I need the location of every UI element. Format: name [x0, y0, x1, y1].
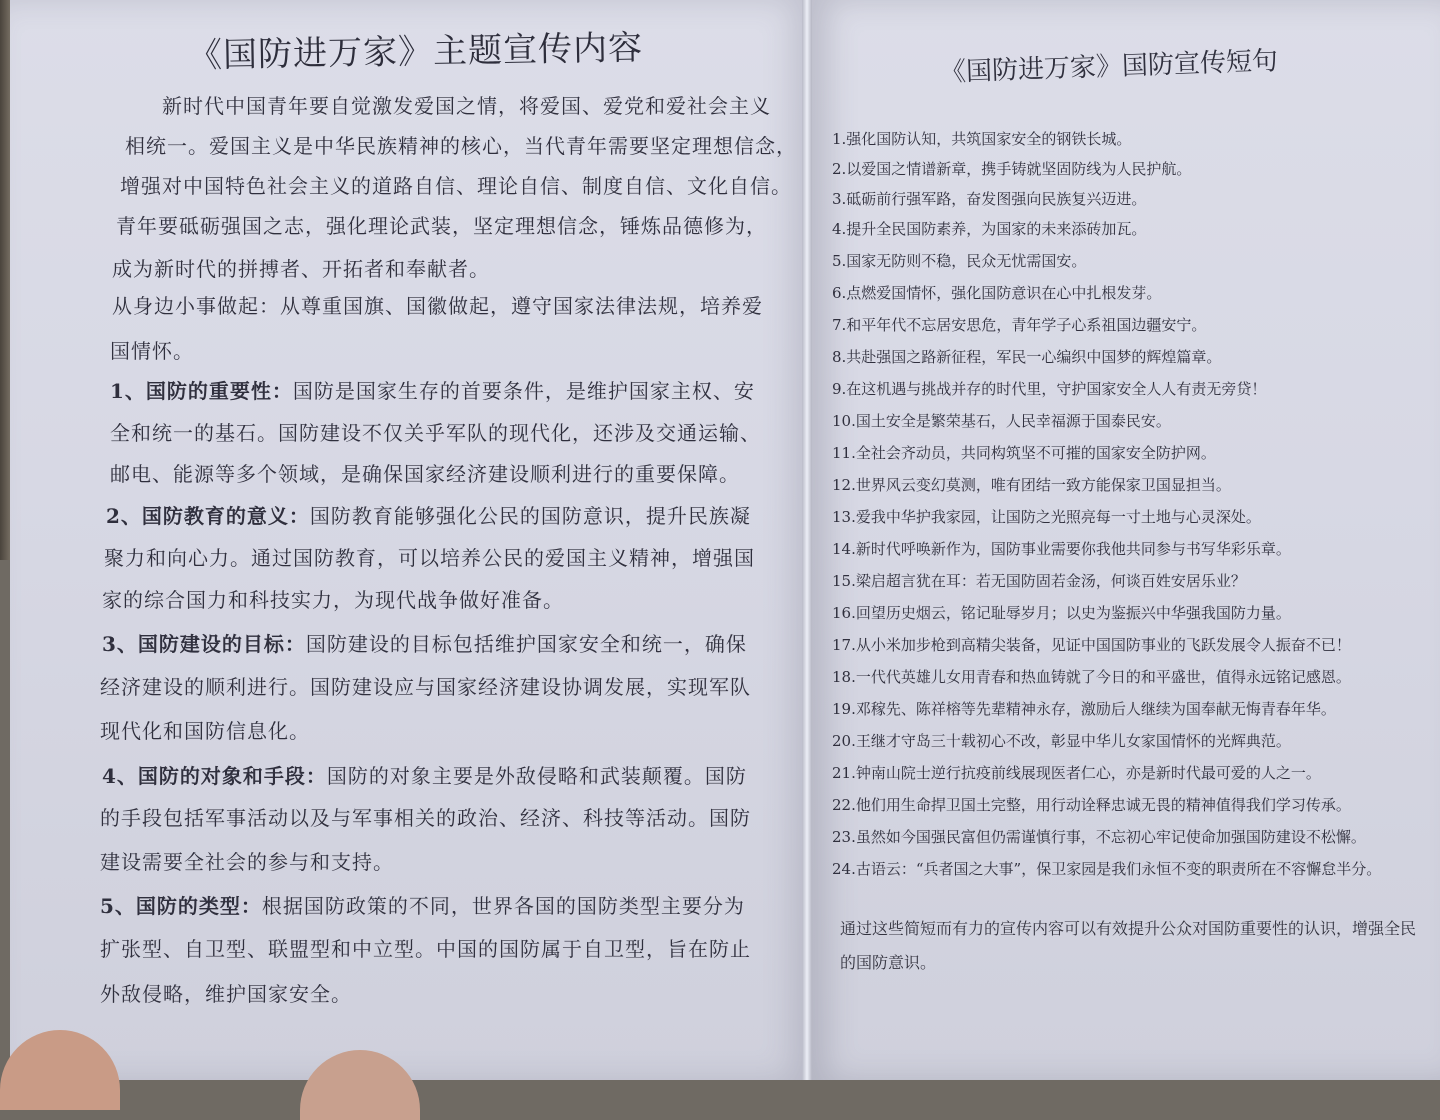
section-line: 聚力和向心力。通过国防教育，可以培养公民的爱国主义精神，增强国	[104, 546, 755, 570]
section-line: 的手段包括军事活动以及与军事相关的政治、经济、科技等活动。国防	[100, 806, 751, 830]
slogan-item: 20.王继才守岛三十载初心不改，彰显中华儿女家国情怀的光辉典范。	[832, 732, 1291, 750]
section-3	[102, 628, 747, 657]
slogan-item: 21.钟南山院士逆行抗疫前线展现医者仁心，亦是新时代最可爱的人之一。	[832, 764, 1321, 782]
slogan-item: 22.他们用生命捍卫国土完整，用行动诠释忠诚无畏的精神值得我们学习传承。	[832, 796, 1351, 814]
intro-line: 从身边小事做起：从尊重国旗、国徽做起，遵守国家法律法规，培养爱	[112, 294, 763, 318]
slogan-item: 1.强化国防认知，共筑国家安全的钢铁长城。	[832, 130, 1132, 148]
slogan-item: 13.爱我中华护我家园，让国防之光照亮每一寸土地与心灵深处。	[832, 508, 1261, 526]
section-text: 国防是国家生存的首要条件，是维护国家主权、安	[292, 379, 755, 403]
intro-line: 成为新时代的拼搏者、开拓者和奉献者。	[112, 257, 490, 281]
section-heading: 3、国防建设的目标：	[102, 632, 306, 656]
section-text: 国防建设的目标包括维护国家安全和统一，确保	[305, 632, 747, 656]
closing-line: 的国防意识。	[840, 953, 937, 972]
slogan-item: 2.以爱国之情谱新章，携手铸就坚固防线为人民护航。	[832, 160, 1192, 178]
section-1	[110, 375, 755, 404]
section-text: 根据国防政策的不同，世界各国的国防类型主要分为	[261, 894, 745, 918]
section-heading: 5、国防的类型：	[100, 894, 262, 918]
slogan-item: 3.砥砺前行强军路，奋发图强向民族复兴迈进。	[832, 190, 1147, 208]
slogan-item: 6.点燃爱国情怀，强化国防意识在心中扎根发芽。	[832, 284, 1162, 302]
slogan-item: 8.共赴强国之路新征程，军民一心编织中国梦的辉煌篇章。	[832, 348, 1222, 366]
section-4	[102, 760, 747, 789]
slogan-item: 15.梁启超言犹在耳：若无国防固若金汤，何谈百姓安居乐业？	[832, 572, 1246, 590]
slogan-item: 7.和平年代不忘居安思危，青年学子心系祖国边疆安宁。	[832, 316, 1207, 334]
closing-line: 通过这些简短而有力的宣传内容可以有效提升公众对国防重要性的认识，增强全民	[840, 919, 1417, 938]
section-line: 扩张型、自卫型、联盟型和中立型。中国的国防属于自卫型，旨在防止	[100, 937, 751, 961]
section-line: 外敌侵略，维护国家安全。	[100, 982, 352, 1006]
slogan-item: 4.提升全民国防素养，为国家的未来添砖加瓦。	[832, 220, 1147, 238]
intro-line: 新时代中国青年要自觉激发爱国之情，将爱国、爱党和爱社会主义	[162, 94, 771, 118]
intro-line: 青年要砥砺强国之志，强化理论武装，坚定理想信念，锤炼品德修为，	[116, 214, 767, 238]
section-heading: 1、国防的重要性：	[110, 379, 293, 403]
slogan-item: 11.全社会齐动员，共同构筑坚不可摧的国家安全防护网。	[832, 444, 1216, 462]
slogan-item: 23.虽然如今国强民富但仍需谨慎行事，不忘初心牢记使命加强国防建设不松懈。	[832, 828, 1366, 846]
section-line: 全和统一的基石。国防建设不仅关乎军队的现代化，还涉及交通运输、	[110, 421, 761, 445]
intro-line: 相统一。爱国主义是中华民族精神的核心，当代青年需要坚定理想信念，	[125, 134, 797, 158]
section-line: 家的综合国力和科技实力，为现代战争做好准备。	[102, 588, 564, 612]
right-page-title: 《国防进万家》国防宣传短句	[939, 46, 1279, 88]
intro-line: 增强对中国特色社会主义的道路自信、理论自信、制度自信、文化自信。	[120, 174, 792, 198]
section-heading: 4、国防的对象和手段：	[102, 764, 327, 788]
section-heading: 2、国防教育的意义：	[106, 504, 310, 528]
slogan-item: 9.在这机遇与挑战并存的时代里，守护国家安全人人有责无旁贷！	[832, 380, 1267, 398]
section-line: 现代化和国防信息化。	[100, 719, 310, 743]
slogan-item: 19.邓稼先、陈祥榕等先辈精神永存，激励后人继续为国奉献无悔青春年华。	[832, 700, 1336, 718]
intro-line: 国情怀。	[110, 339, 194, 363]
slogan-item: 24.古语云：“兵者国之大事”，保卫家园是我们永恒不变的职责所在不容懈怠半分。	[832, 860, 1382, 878]
slogan-item: 14.新时代呼唤新作为，国防事业需要你我他共同参与书写华彩乐章。	[832, 540, 1291, 558]
section-line: 邮电、能源等多个领域，是确保国家经济建设顺利进行的重要保障。	[110, 462, 740, 486]
section-line: 建设需要全社会的参与和支持。	[100, 850, 394, 874]
left-page-title: 《国防进万家》主题宣传内容	[187, 28, 644, 76]
section-text: 国防的对象主要是外敌侵略和武装颠覆。国防	[326, 764, 747, 788]
slogan-item: 12.世界风云变幻莫测，唯有团结一致方能保家卫国显担当。	[832, 476, 1231, 494]
section-line: 经济建设的顺利进行。国防建设应与国家经济建设协调发展，实现军队	[100, 675, 751, 699]
slogan-item: 16.回望历史烟云，铭记耻辱岁月；以史为鉴振兴中华强我国防力量。	[832, 604, 1291, 622]
page-fold	[802, 0, 812, 1080]
slogan-item: 10.国土安全是繁荣基石，人民幸福源于国泰民安。	[832, 412, 1171, 430]
slogan-item: 5.国家无防则不稳，民众无忧需国安。	[832, 252, 1087, 270]
slogan-item: 18.一代代英雄儿女用青春和热血铸就了今日的和平盛世，值得永远铭记感恩。	[832, 668, 1351, 686]
section-text: 国防教育能够强化公民的国防意识，提升民族凝	[309, 504, 751, 528]
slogan-item: 17.从小米加步枪到高精尖装备，见证中国国防事业的飞跃发展令人振奋不已！	[832, 636, 1351, 654]
section-2	[106, 500, 751, 529]
section-5	[100, 890, 745, 919]
